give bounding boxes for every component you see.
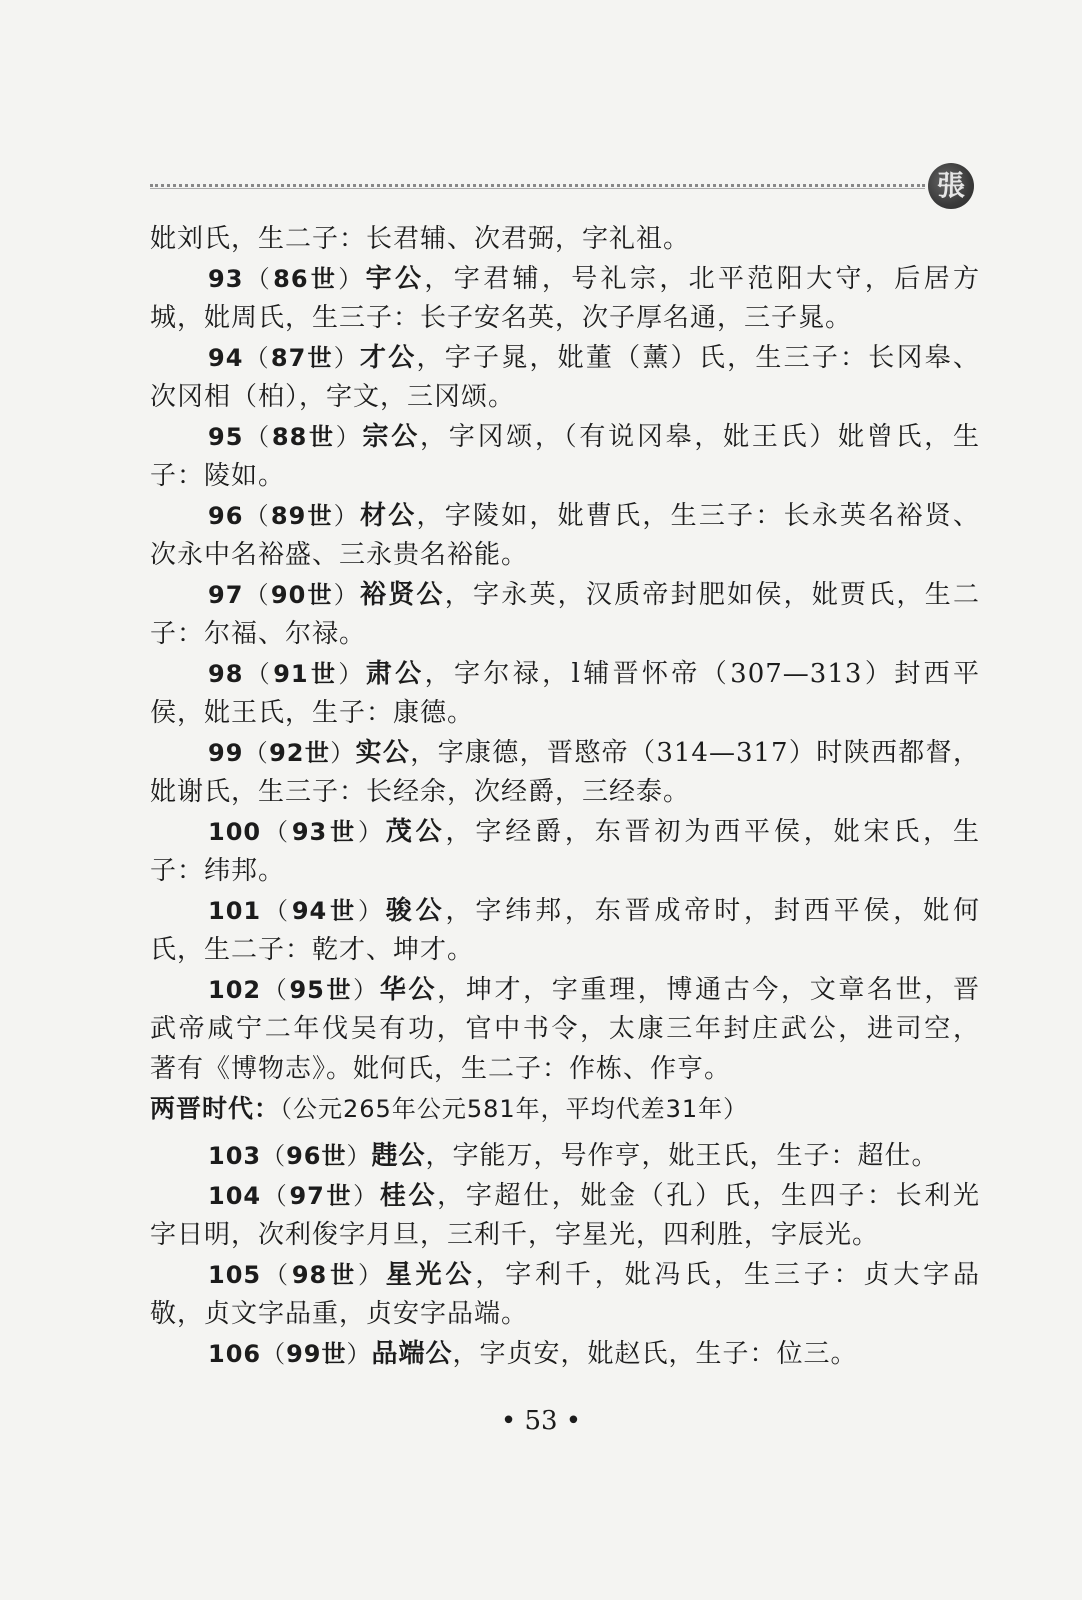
generation-number: 89世: [270, 501, 334, 530]
text-line: [150, 1256, 980, 1296]
entry-text: 城，妣周氏，生三子：长子安名英，次子厚名通，三子晁。: [150, 303, 853, 333]
parenthesis: （: [243, 343, 271, 372]
entry-text: 次冈相（柏），字文，三冈颂。: [150, 382, 516, 412]
generation-number: 88世: [271, 422, 336, 451]
generation-number: 93: [208, 264, 244, 293]
page-number: • 53 •: [500, 1406, 582, 1436]
text-line: [150, 734, 980, 774]
ancestor-name: 材公: [360, 500, 417, 531]
entry-text: ，字能万，号作亨，妣王氏，生子：超仕。: [425, 1141, 939, 1171]
text-line: [150, 931, 980, 971]
ancestor-name: 裕贤公: [360, 579, 445, 610]
entry-text: ，字经爵，东晋初为西平侯，妣宋氏，生: [445, 816, 980, 847]
generation-number: 97世: [289, 1181, 354, 1210]
generation-number: 92世: [269, 738, 331, 767]
entry-text: ，字贞安，妣赵氏，生子：位三。: [452, 1338, 858, 1369]
parenthesis: ）: [346, 1339, 372, 1368]
parenthesis: ）: [330, 738, 356, 767]
generation-number: 101: [208, 896, 262, 925]
parenthesis: （: [243, 580, 271, 609]
parenthesis: ）: [338, 659, 366, 688]
generation-number: 95世: [289, 975, 354, 1004]
parenthesis: ）: [338, 264, 366, 293]
text-line: [150, 378, 980, 418]
parenthesis: ）: [333, 343, 361, 372]
parenthesis: （: [261, 1260, 292, 1289]
text-line: [150, 576, 980, 616]
entry-text: 字日明，次利俊字月旦，三利千，字星光，四利胜，字辰光。: [150, 1220, 880, 1250]
generation-number: 86世: [273, 264, 339, 293]
generation-number: 91世: [273, 659, 339, 688]
parenthesis: ）: [357, 1260, 386, 1289]
entry-text: ，字陵如，妣曹氏，生三子：长永英名裕贤、: [416, 500, 980, 531]
ancestor-name: 实公: [355, 737, 411, 768]
entry-text: 氏，生二子：乾才、坤才。: [150, 935, 475, 965]
text-line: [150, 1295, 980, 1335]
header-rule: [150, 184, 925, 187]
generation-number: 93世: [291, 817, 358, 846]
parenthesis: （: [261, 896, 292, 925]
ancestor-name: 星光公: [385, 1259, 476, 1290]
generation-number: 95: [208, 422, 244, 451]
era-description: （公元265年公元581年，平均代差31年）: [280, 1095, 749, 1123]
text-line: [150, 457, 980, 497]
text-line: [150, 892, 980, 932]
text-line: [150, 694, 980, 734]
parenthesis: ）: [346, 1142, 372, 1170]
parenthesis: ）: [357, 817, 386, 846]
generation-number: 105: [208, 1260, 262, 1289]
entry-text: 次永中名裕盛、三永贵名裕能。: [150, 540, 529, 570]
entry-text: 子：尔福、尔禄。: [150, 619, 367, 649]
entry-text: ，字康德，晋愍帝（314—317）时陕西都督，: [410, 737, 980, 768]
era-label: 两晋时代：: [150, 1094, 281, 1123]
era-heading: [150, 1089, 980, 1137]
generation-number: 102: [208, 975, 262, 1004]
ancestor-name: 华公: [379, 974, 438, 1005]
entry-text: ，字超仕，妣金（孔）氏，生四子：长利光: [437, 1180, 980, 1211]
generation-number: 98世: [291, 1260, 358, 1289]
entry-text: ，字子晁，妣董（薰）氏，生三子：长冈皋、: [416, 342, 980, 373]
generation-number: 106: [208, 1339, 262, 1368]
entry-text: ，坤才，字重理，博通古今，文章名世，晋: [437, 974, 980, 1005]
parenthesis: ）: [333, 501, 361, 530]
header-rule-secondary: [150, 188, 925, 189]
parenthesis: （: [261, 817, 292, 846]
parenthesis: （: [261, 1181, 290, 1210]
parenthesis: （: [243, 738, 270, 767]
text-line: [150, 615, 980, 655]
text-line: [150, 1335, 980, 1375]
parenthesis: （: [243, 422, 272, 451]
parenthesis: （: [243, 264, 274, 293]
generation-number: 96世: [286, 1142, 347, 1170]
ancestor-name: 宗公: [362, 421, 420, 452]
text-line: [150, 1050, 980, 1090]
generation-number: 87世: [270, 343, 334, 372]
parenthesis: （: [243, 501, 271, 530]
entry-text: ，字利千，妣冯氏，生三子：贞大字品: [475, 1259, 980, 1290]
entry-text: ，字永英，汉质帝封肥如侯，妣贾氏，生二: [444, 579, 980, 610]
text-line: [150, 260, 980, 300]
generation-number: 96: [208, 501, 244, 530]
text-line: [150, 1177, 980, 1217]
entry-text: 妣谢氏，生三子：长经余，次经爵，三经泰。: [150, 777, 691, 807]
generation-number: 94世: [291, 896, 358, 925]
text-line: [150, 971, 980, 1011]
text-line: [150, 299, 980, 339]
entry-text: 武帝咸宁二年伐吴有功，官中书令，太康三年封庄武公，进司空，: [150, 1014, 980, 1044]
text-line: [150, 220, 980, 260]
entry-text: ，字君辅，号礼宗，北平范阳大守，后居方: [424, 263, 980, 294]
parenthesis: ）: [353, 975, 380, 1004]
text-line: [150, 773, 980, 813]
parenthesis: ）: [357, 896, 386, 925]
generation-number: 98: [208, 659, 244, 688]
ancestor-name: 韪公: [371, 1141, 426, 1171]
text-line: [150, 813, 980, 853]
parenthesis: ）: [335, 422, 363, 451]
parenthesis: （: [243, 659, 274, 688]
parenthesis: ）: [333, 580, 361, 609]
ancestor-name: 肃公: [365, 658, 425, 689]
text-line: [150, 852, 980, 892]
generation-number: 99世: [286, 1339, 347, 1368]
entry-text: 妣刘氏，生二子：长君辅、次君弼，字礼祖。: [150, 224, 691, 254]
generation-number: 97: [208, 580, 244, 609]
ancestor-name: 桂公: [379, 1180, 438, 1211]
text-line: [150, 1216, 980, 1256]
parenthesis: （: [261, 1339, 287, 1368]
entry-text: 侯，妣王氏，生子：康德。: [150, 698, 475, 728]
ancestor-name: 宇公: [365, 263, 425, 294]
seal-icon: 張: [928, 163, 974, 209]
body-text: [150, 220, 980, 1374]
parenthesis: （: [261, 975, 290, 1004]
text-line: [150, 497, 980, 537]
text-line: [150, 1137, 980, 1177]
generation-number: 99: [208, 738, 244, 767]
generation-number: 104: [208, 1181, 262, 1210]
text-line: [150, 418, 980, 458]
entry-text: 子：陵如。: [150, 461, 286, 491]
entry-text: 著有《博物志》。妣何氏，生二子：作栋、作亨。: [150, 1053, 732, 1084]
entry-text: ，字尔禄，l辅晋怀帝（307—313）封西平: [424, 658, 980, 689]
generation-number: 94: [208, 343, 244, 372]
parenthesis: （: [261, 1142, 287, 1170]
generation-number: 90世: [270, 580, 334, 609]
entry-text: ，字冈颂，（有说冈皋，妣王氏）妣曾氏，生: [420, 421, 980, 452]
ancestor-name: 茂公: [385, 816, 446, 847]
ancestor-name: 品端公: [371, 1338, 453, 1369]
generation-number: 103: [208, 1142, 262, 1170]
ancestor-name: 才公: [360, 342, 417, 373]
text-line: [150, 339, 980, 379]
ancestor-name: 骏公: [385, 895, 446, 926]
generation-number: 100: [208, 817, 262, 846]
entry-text: 敬，贞文字品重，贞安字品端。: [150, 1299, 529, 1329]
entry-text: ，字纬邦，东晋成帝时，封西平侯，妣何: [445, 895, 980, 926]
text-line: [150, 1010, 980, 1050]
text-line: [150, 536, 980, 576]
text-line: [150, 655, 980, 695]
entry-text: 子：纬邦。: [150, 856, 286, 886]
parenthesis: ）: [353, 1181, 380, 1210]
